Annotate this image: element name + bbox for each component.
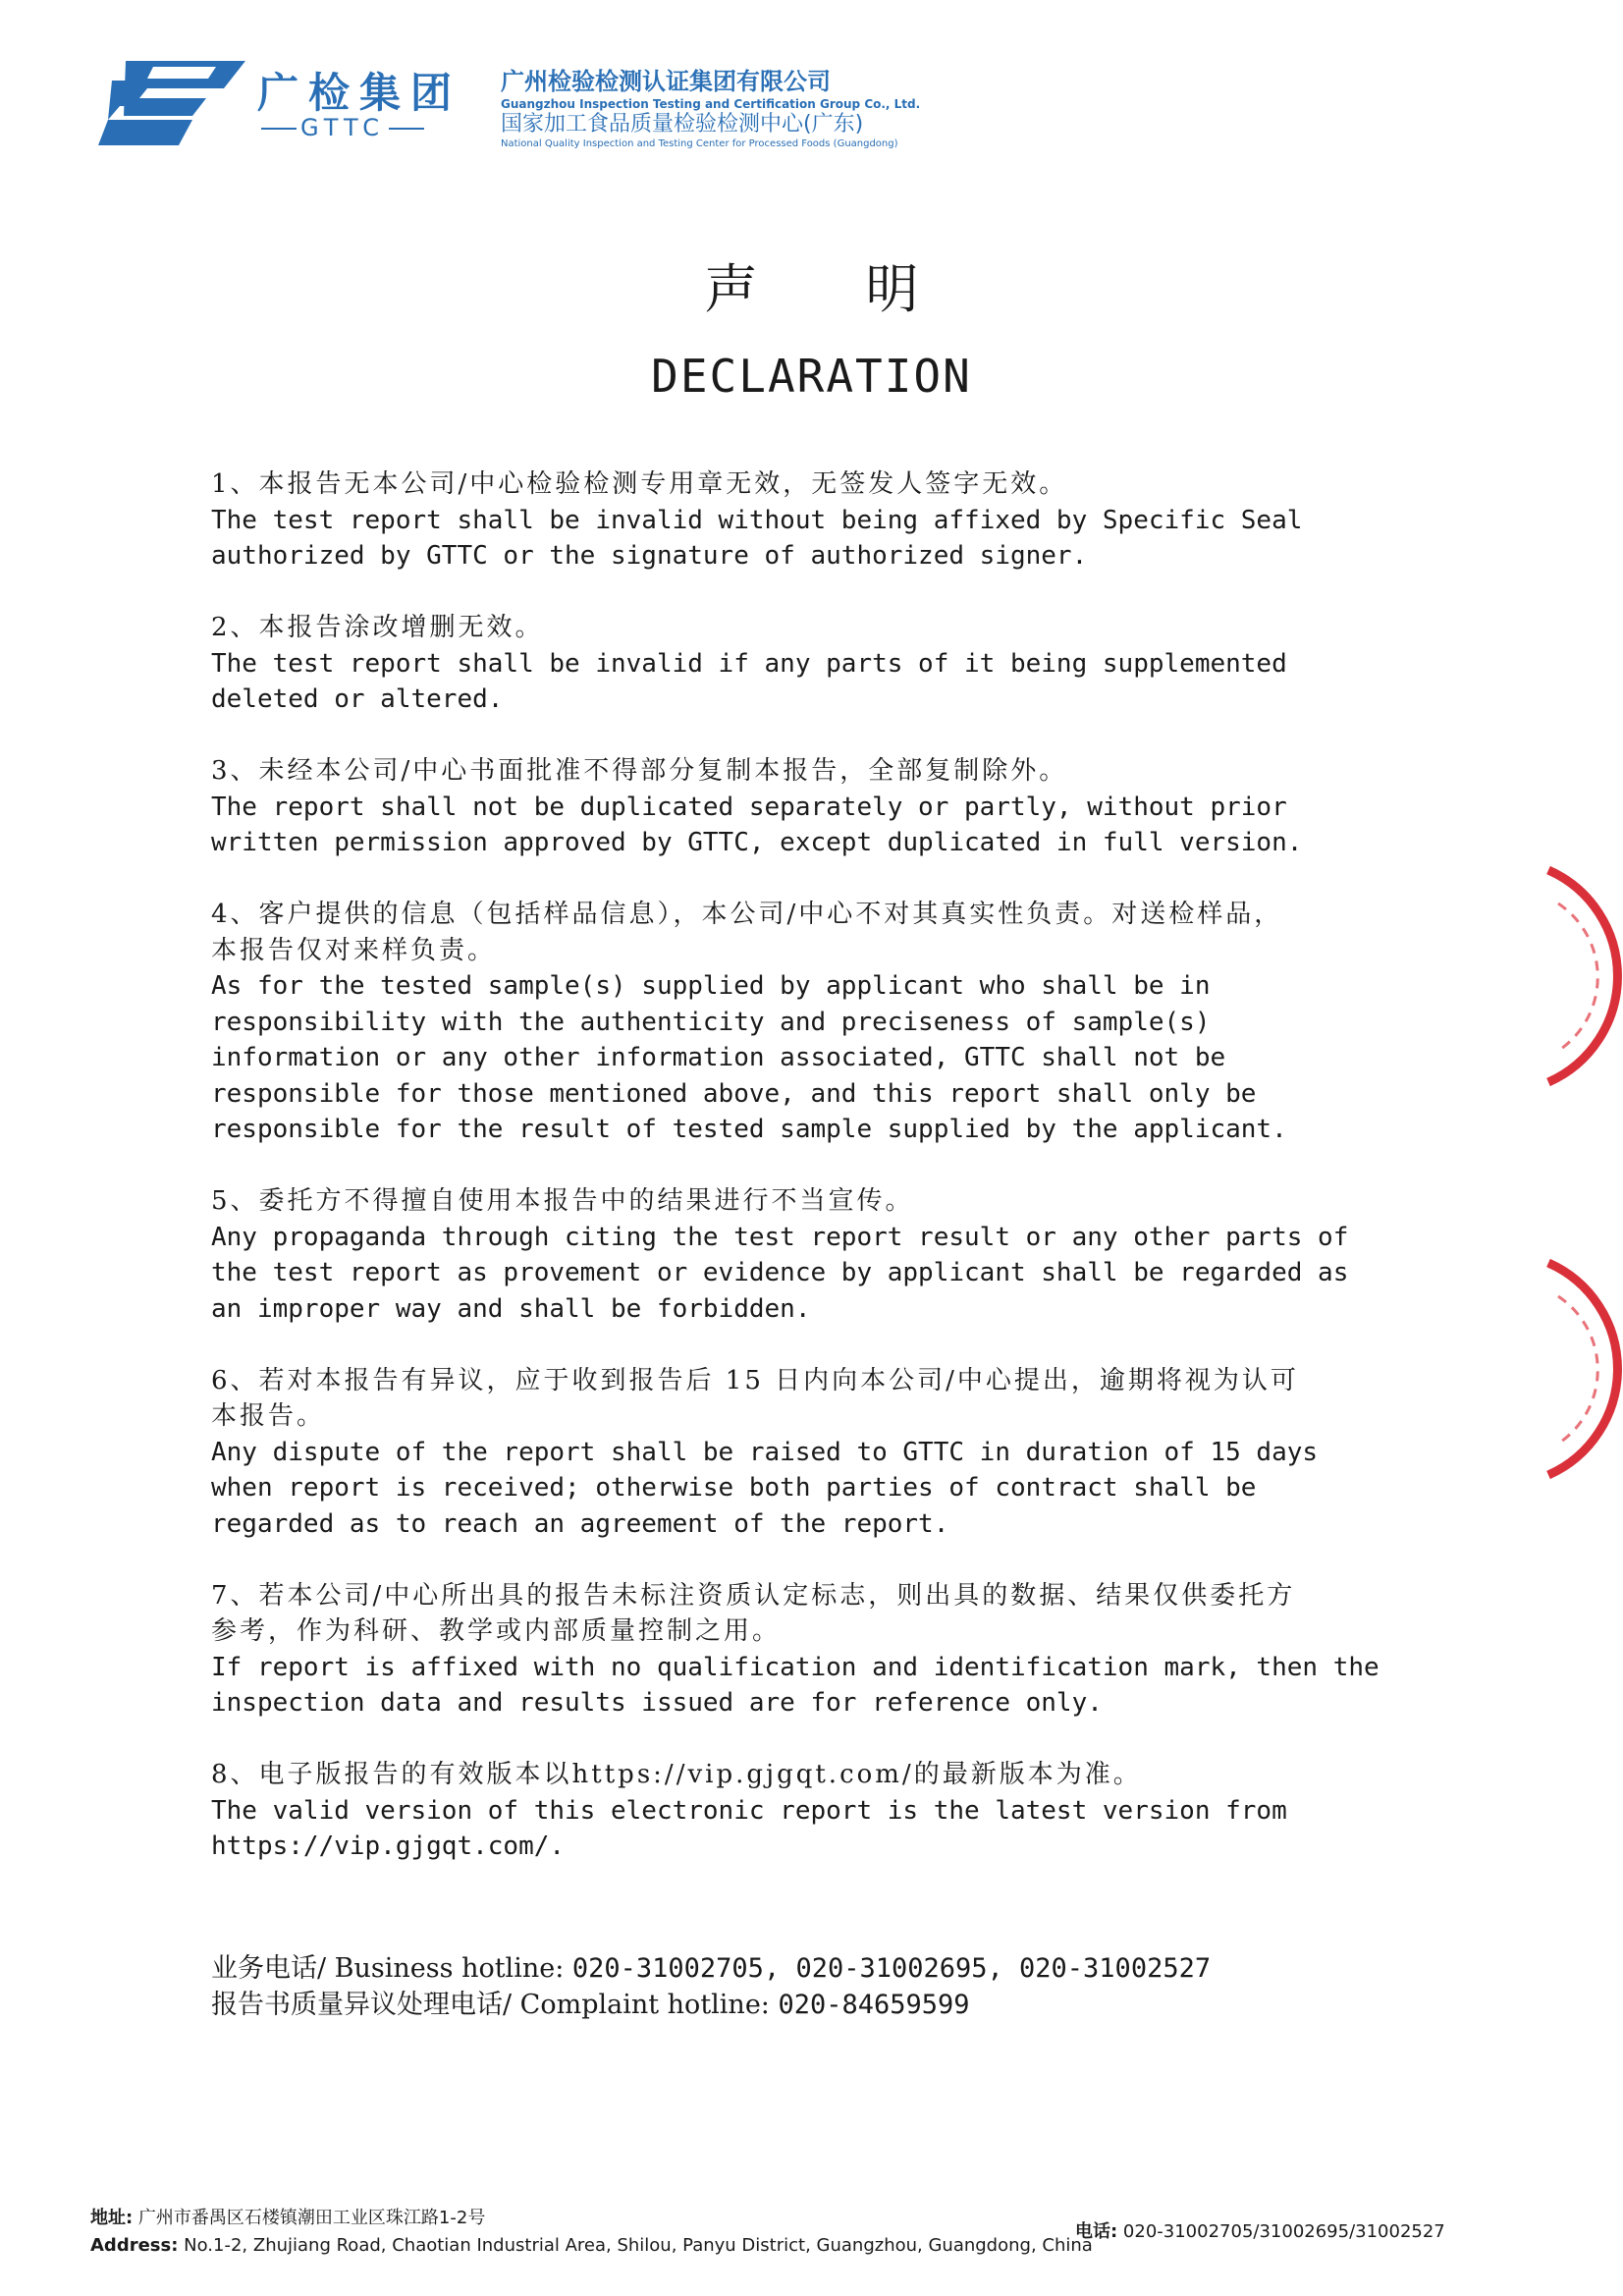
center-name-en: National Quality Inspection and Testing Center for Processed Foods (Guangdong) [501,138,898,149]
seal-stamp-top-icon [1544,864,1623,1090]
complaint-hotline-number: 020-84659599 [778,1990,970,2020]
gttc-logo-icon [98,59,245,147]
address-en [90,2232,1093,2260]
declaration-item [211,753,1468,861]
center-name-cn: 国家加工食品质量检验检测中心(广东) [501,112,864,137]
address-cn [90,2205,1093,2232]
item-text-en: The test report shall be invalid without being affixed by Specific Seal authorized by GTTC or the signature of authorized signer. [211,505,1303,571]
item-text-cn: 7、若本公司/中心所出具的报告未标注资质认定标志，则出具的数据、结果仅供委托方 参考，作为科研、教学或内部质量控制之用。 [211,1580,1296,1646]
organization-block [501,67,920,151]
declaration-item [211,1757,1468,1865]
item-text-en: As for the tested sample(s) supplied by applicant who shall be in responsibility with the authenticity and preciseness of sample(s) information or any other information associated, GTTC shall not be responsible for those mentioned above, and this report shall only be responsible for the result of tested sample supplied by the applicant. [211,971,1287,1144]
hotlines [211,1950,1211,2023]
item-text-cn: 5、委托方不得擅自使用本报告中的结果进行不当宣传。 [211,1186,914,1216]
phone-label: 电话: [1075,2221,1118,2242]
item-text-en: The report shall not be duplicated separately or partly, without prior written permission approved by GTTC, except duplicated in full version. [211,792,1303,857]
logo-chinese-name: 广检集团 [257,69,462,117]
address-en-label: Address: [90,2235,179,2256]
item-text-cn: 8、电子版报告的有效版本以https://vip.gjgqt.com/的最新版本为准。 [211,1760,1142,1789]
title-english: DECLARATION [651,350,972,403]
declaration-item [211,466,1468,574]
org-name-cn: 广州检验检测认证集团有限公司 [501,68,831,95]
business-hotline-label: 业务电话/ Business hotline: [211,1953,572,1984]
declaration-items [211,466,1468,1900]
item-text-en: Any propaganda through citing the test report result or any other parts of the test report as provement or evidence by applicant shall be regarded as an improper way and shall be forbidden. [211,1222,1349,1324]
footer-phone [1075,2217,1445,2243]
phone-value: 020-31002705/31002695/31002527 [1117,2221,1445,2242]
declaration-item [211,610,1468,718]
item-text-cn: 2、本报告涂改增删无效。 [211,613,544,642]
address-en-value: No.1-2, Zhujiang Road, Chaotian Industrial Area, Shilou, Panyu District, Guangzhou, Guangdong, China [178,2235,1093,2256]
item-text-en: If report is affixed with no qualification and identification mark, then the inspection data and results issued are for reference only. [211,1652,1380,1718]
item-text-en: Any dispute of the report shall be raised to GTTC in duration of 15 days when report is received; otherwise both parties of contract shall be regarded as to reach an agreement of the report. [211,1437,1319,1539]
declaration-item [211,1578,1468,1722]
title-chinese: 声明 [704,258,1027,320]
declaration-item [211,897,1468,1148]
item-text-cn: 1、本报告无本公司/中心检验检测专用章无效，无签发人签字无效。 [211,469,1068,499]
item-text-en: The valid version of this electronic report is the latest version from https://vip.gjgqt.com/. [211,1795,1287,1861]
declaration-item [211,1183,1468,1327]
complaint-hotline [211,1987,1211,2023]
complaint-hotline-label: 报告书质量异议处理电话/ Complaint hotline: [211,1990,779,2020]
item-text-cn: 4、客户提供的信息（包括样品信息），本公司/中心不对其真实性负责。对送检样品， 本报告仅对来样负责。 [211,900,1283,965]
logo-english-abbr: GTTC [257,114,428,141]
address-cn-label: 地址: [90,2208,134,2228]
address-cn-value: 广州市番禺区石楼镇潮田工业区珠江路1-2号 [133,2208,486,2228]
item-text-en: The test report shall be invalid if any parts of it being supplemented deleted or altered. [211,648,1287,714]
item-text-cn: 6、若对本报告有异议，应于收到报告后 15 日内向本公司/中心提出，逾期将视为认可 本报告。 [211,1365,1299,1431]
business-hotline-numbers: 020-31002705, 020-31002695, 020-31002527 [571,1953,1212,1984]
footer-address [90,2205,1093,2260]
business-hotline [211,1950,1211,1987]
declaration-item [211,1363,1468,1543]
org-name-en: Guangzhou Inspection Testing and Certification Group Co., Ltd. [501,97,921,111]
seal-stamp-bottom-icon [1544,1257,1623,1483]
item-text-cn: 3、未经本公司/中心书面批准不得部分复制本报告，全部复制除外。 [211,756,1068,786]
